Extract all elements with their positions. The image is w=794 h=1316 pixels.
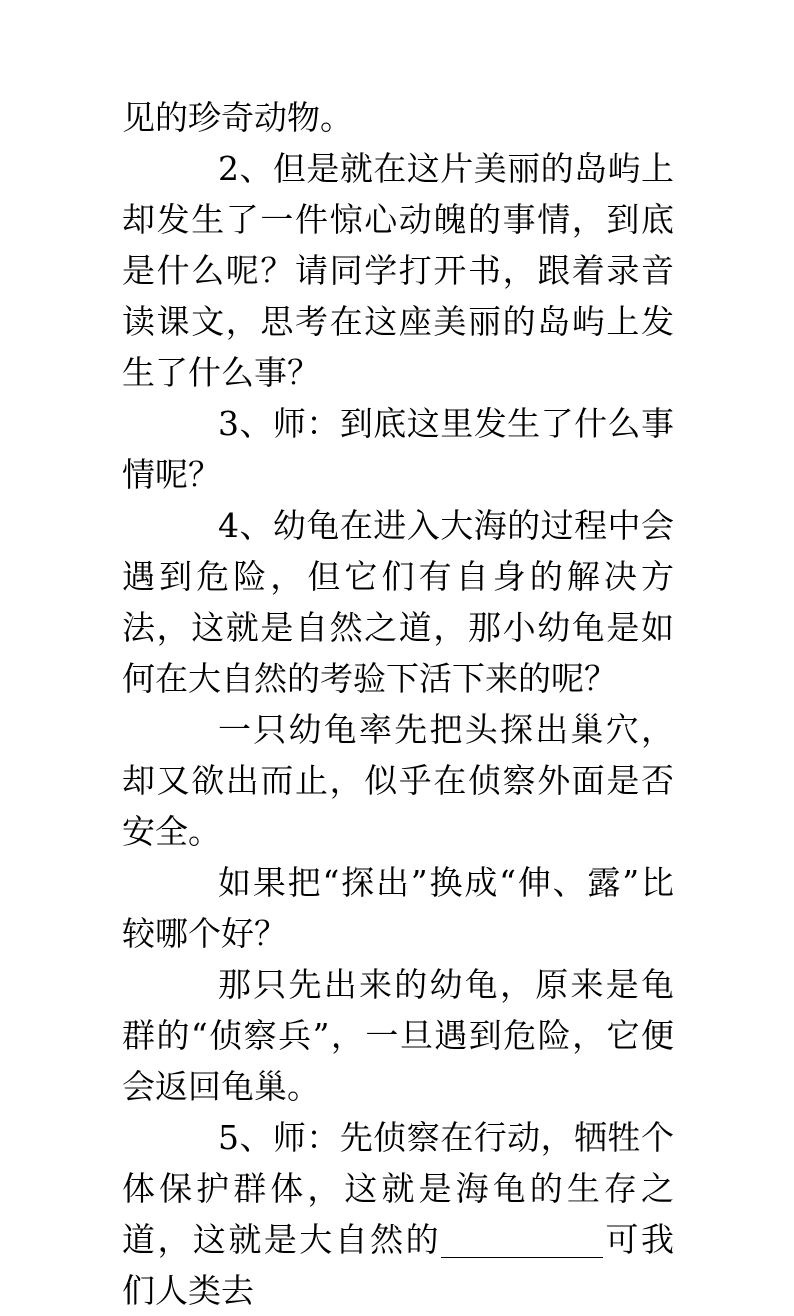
paragraph-2: 2、但是就在这片美丽的岛屿上却发生了一件惊心动魄的事情，到底是什么呢？请同学打开书，跟着录音读课文，思考在这座美丽的岛屿上发生了什么事？ [122,149,674,392]
document-page [122,92,674,1316]
paragraph-8-before-blank: 5、师：先侦察在行动，牺牲个体保护群体，这就是海龟的生存之道，这就是大自然的 [122,1118,674,1259]
paragraph-6: 如果把“探出”换成“伸、露”比较哪个好？ [122,863,674,953]
paragraph-7: 那只先出来的幼龟，原来是龟群的“侦察兵”，一旦遇到危险，它便会返回龟巢。 [122,965,674,1106]
paragraph-8 [122,1112,674,1316]
paragraph-3: 3、师：到底这里发生了什么事情呢？ [122,404,674,494]
paragraph-8-after-blank: 可我们人类去 [122,1220,675,1310]
paragraph-1: 见的珍奇动物。 [122,98,353,137]
paragraph-4: 4、幼龟在进入大海的过程中会遇到危险，但它们有自身的解决方法，这就是自然之道，那小幼龟是如何在大自然的考验下活下来的呢？ [122,506,674,698]
paragraph-5: 一只幼龟率先把头探出巢穴，却又欲出而止，似乎在侦察外面是否安全。 [122,710,674,851]
fill-in-blank [441,1224,603,1258]
